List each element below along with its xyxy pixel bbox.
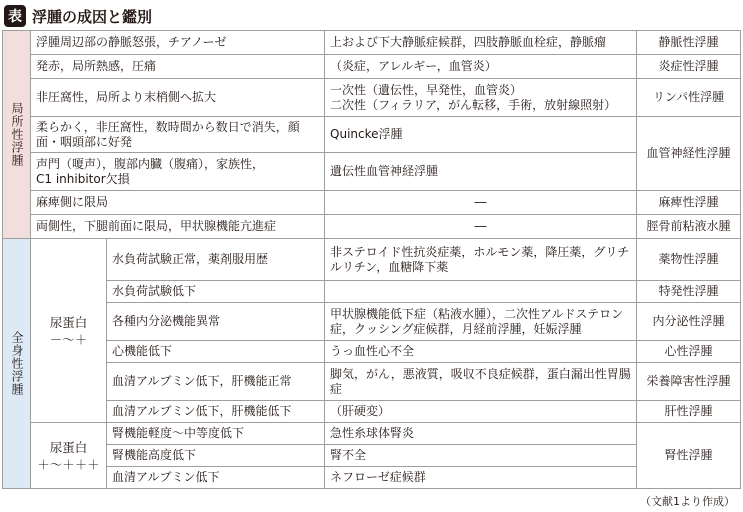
- table-row: [3, 445, 741, 467]
- table-row: [3, 79, 741, 117]
- cause-cell: 非ステロイド性抗炎症薬，ホルモン薬，降圧薬，グリチルリチン，血糖降下薬: [325, 239, 637, 281]
- table-title: [4, 4, 152, 28]
- feature-cell: 非圧窩性，局所より末梢側へ拡大: [31, 79, 325, 117]
- table-row: [3, 303, 741, 341]
- result-cell: 脛骨前粘液水腫: [637, 215, 741, 239]
- table-row: [3, 191, 741, 215]
- table-row: [3, 467, 741, 489]
- feature-cell: 浮腫周辺部の静脈怒張，チアノーゼ: [31, 31, 325, 55]
- feature-cell: 麻痺側に限局: [31, 191, 325, 215]
- result-cell: 肝性浮腫: [637, 401, 741, 423]
- feature-cell: 血清アルブミン低下，肝機能低下: [107, 401, 325, 423]
- result-cell: 薬物性浮腫: [637, 239, 741, 281]
- cause-cell: （肝硬変）: [325, 401, 637, 423]
- cause-cell: うっ血性心不全: [325, 341, 637, 363]
- category-systemic: 全身性浮腫: [3, 239, 31, 489]
- cause-cell: 遺伝性血管神経浮腫: [325, 153, 637, 191]
- result-cell: 麻痺性浮腫: [637, 191, 741, 215]
- feature-cell: 各種内分泌機能異常: [107, 303, 325, 341]
- feature-cell: 心機能低下: [107, 341, 325, 363]
- cause-cell: ネフローゼ症候群: [325, 467, 637, 489]
- cause-cell: 脚気，がん，悪液質，吸収不良症候群，蛋白漏出性胃腸症: [325, 363, 637, 401]
- feature-cell: 水負荷試験正常，薬剤服用歴: [107, 239, 325, 281]
- table-row: [3, 281, 741, 303]
- table-row: [3, 239, 741, 281]
- result-cell: 栄養障害性浮腫: [637, 363, 741, 401]
- feature-cell: 血清アルブミン低下: [107, 467, 325, 489]
- table-row: [3, 215, 741, 239]
- table-row: [3, 401, 741, 423]
- table-row: [3, 363, 741, 401]
- cause-cell: ―: [325, 191, 637, 215]
- result-cell: 炎症性浮腫: [637, 55, 741, 79]
- feature-cell: 柔らかく，非圧窩性，数時間から数日で消失，顔面・咽頭部に好発: [31, 117, 325, 153]
- result-cell: 心性浮腫: [637, 341, 741, 363]
- cause-cell: 甲状腺機能低下症（粘液水腫），二次性アルドステロン症，クッシング症候群，月経前浮腫，妊娠浮腫: [325, 303, 637, 341]
- category-local: 局所性浮腫: [3, 31, 31, 239]
- table-row: [3, 341, 741, 363]
- source-note: （文献1より作成）: [640, 495, 735, 508]
- cause-cell: [325, 281, 637, 303]
- title-text: 浮腫の成因と鑑別: [32, 7, 153, 26]
- table-row: [3, 55, 741, 79]
- result-cell: 内分泌性浮腫: [637, 303, 741, 341]
- feature-cell: 水負荷試験低下: [107, 281, 325, 303]
- result-cell: 特発性浮腫: [637, 281, 741, 303]
- result-cell: リンパ性浮腫: [637, 79, 741, 117]
- title-badge: 表: [4, 5, 26, 27]
- edema-table: [2, 30, 741, 489]
- table-row: [3, 117, 741, 153]
- cause-cell: 腎不全: [325, 445, 637, 467]
- cause-cell: 上および下大静脈症候群，四肢静脈血栓症，静脈瘤: [325, 31, 637, 55]
- cause-cell: ―: [325, 215, 637, 239]
- result-cell: 腎性浮腫: [637, 423, 741, 489]
- table-row: [3, 153, 741, 191]
- feature-cell: 両側性，下腿前面に限局，甲状腺機能亢進症: [31, 215, 325, 239]
- feature-cell: 声門（嗄声），腹部内臓（腹痛），家族性， C1 inhibitor欠損: [31, 153, 325, 191]
- cause-cell: Quincke浮腫: [325, 117, 637, 153]
- result-cell: 血管神経性浮腫: [637, 117, 741, 191]
- feature-cell: 発赤，局所熱感，圧痛: [31, 55, 325, 79]
- cause-cell: （炎症，アレルギー，血管炎）: [325, 55, 637, 79]
- feature-cell: 腎機能軽度～中等度低下: [107, 423, 325, 445]
- table-row: [3, 31, 741, 55]
- table-row: [3, 423, 741, 445]
- feature-cell: 血清アルブミン低下，肝機能正常: [107, 363, 325, 401]
- result-cell: 静脈性浮腫: [637, 31, 741, 55]
- subgroup-g2: 尿蛋白 ＋～＋＋＋: [31, 423, 107, 489]
- feature-cell: 腎機能高度低下: [107, 445, 325, 467]
- cause-cell: 一次性（遺伝性，早発性，血管炎） 二次性（フィラリア，がん転移，手術，放射線照射）: [325, 79, 637, 117]
- subgroup-g1: 尿蛋白 －～＋: [31, 239, 107, 423]
- cause-cell: 急性糸球体腎炎: [325, 423, 637, 445]
